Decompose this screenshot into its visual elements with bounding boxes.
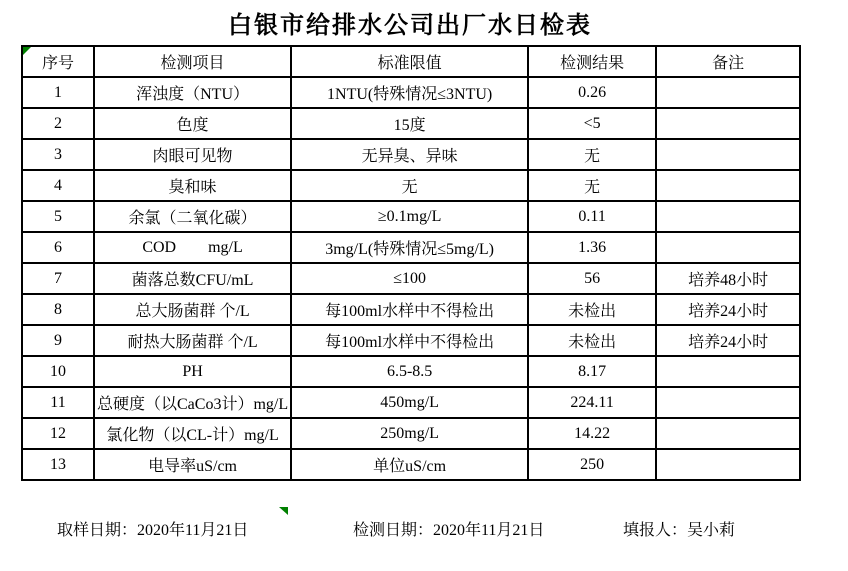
cell-result: <5 bbox=[528, 108, 656, 139]
header-remark: 备注 bbox=[656, 46, 800, 77]
test-date-label: 检测日期： bbox=[353, 522, 434, 539]
table-row bbox=[22, 449, 800, 480]
cell-item: 臭和味 bbox=[94, 170, 291, 201]
cell-standard: 6.5-8.5 bbox=[291, 356, 528, 387]
table-header-row bbox=[22, 46, 800, 77]
cell-item: 菌落总数CFU/mL bbox=[94, 263, 291, 294]
cell-index: 11 bbox=[22, 387, 94, 418]
cell-index: 7 bbox=[22, 263, 94, 294]
table-row bbox=[22, 77, 800, 108]
cell-remark: 培养48小时 bbox=[656, 263, 800, 294]
cell-standard: ≥0.1mg/L bbox=[291, 201, 528, 232]
reporter-name: 吴小莉 bbox=[687, 522, 736, 539]
cell-result: 1.36 bbox=[528, 232, 656, 263]
table-row bbox=[22, 325, 800, 356]
cell-item: 浑浊度（NTU） bbox=[94, 77, 291, 108]
cell-item: 总硬度（以CaCo3计）mg/L bbox=[94, 387, 291, 418]
cell-remark bbox=[656, 449, 800, 480]
cell-remark bbox=[656, 201, 800, 232]
table-body bbox=[22, 77, 800, 480]
sampling-date bbox=[57, 517, 248, 540]
cell-item: PH bbox=[94, 356, 291, 387]
cell-standard: 1NTU(特殊情况≤3NTU) bbox=[291, 77, 528, 108]
cell-result: 0.26 bbox=[528, 77, 656, 108]
cell-result: 14.22 bbox=[528, 418, 656, 449]
cell-remark: 培养24小时 bbox=[656, 294, 800, 325]
reporter-label: 填报人： bbox=[623, 522, 688, 539]
table-row bbox=[22, 418, 800, 449]
cell-standard: 15度 bbox=[291, 108, 528, 139]
cell-standard: 每100ml水样中不得检出 bbox=[291, 294, 528, 325]
cell-standard: ≤100 bbox=[291, 263, 528, 294]
cell-item: 肉眼可见物 bbox=[94, 139, 291, 170]
reporter bbox=[623, 517, 735, 540]
cell-index: 6 bbox=[22, 232, 94, 263]
cell-index: 5 bbox=[22, 201, 94, 232]
page-title: 白银市给排水公司出厂水日检表 bbox=[228, 12, 592, 39]
cell-index: 1 bbox=[22, 77, 94, 108]
sampling-date-label: 取样日期： bbox=[57, 522, 138, 539]
cell-remark bbox=[656, 418, 800, 449]
table-row bbox=[22, 294, 800, 325]
table-row bbox=[22, 263, 800, 294]
cell-standard: 无 bbox=[291, 170, 528, 201]
table-row bbox=[22, 356, 800, 387]
cell-result: 250 bbox=[528, 449, 656, 480]
sampling-date-value: 2020年11月21日 bbox=[137, 522, 249, 539]
test-date-value: 2020年11月21日 bbox=[433, 522, 545, 539]
cell-remark: 培养24小时 bbox=[656, 325, 800, 356]
cell-remark bbox=[656, 232, 800, 263]
cell-result: 8.17 bbox=[528, 356, 656, 387]
table-row bbox=[22, 139, 800, 170]
table-row bbox=[22, 108, 800, 139]
table-row bbox=[22, 232, 800, 263]
cell-standard: 250mg/L bbox=[291, 418, 528, 449]
cell-standard: 每100ml水样中不得检出 bbox=[291, 325, 528, 356]
cell-remark bbox=[656, 139, 800, 170]
cell-index: 3 bbox=[22, 139, 94, 170]
cell-item: 氯化物（以CL-计）mg/L bbox=[94, 418, 291, 449]
cell-index: 4 bbox=[22, 170, 94, 201]
inspection-table bbox=[21, 45, 801, 481]
cell-result: 未检出 bbox=[528, 294, 656, 325]
header-standard: 标准限值 bbox=[291, 46, 528, 77]
cell-remark bbox=[656, 108, 800, 139]
cell-result: 无 bbox=[528, 170, 656, 201]
cell-result: 0.11 bbox=[528, 201, 656, 232]
cell-index: 9 bbox=[22, 325, 94, 356]
table-row bbox=[22, 201, 800, 232]
cell-item: 耐热大肠菌群 个/L bbox=[94, 325, 291, 356]
header-item: 检测项目 bbox=[94, 46, 291, 77]
excel-error-marker-icon bbox=[279, 507, 288, 515]
table-row bbox=[22, 170, 800, 201]
cell-index: 10 bbox=[22, 356, 94, 387]
cell-standard: 450mg/L bbox=[291, 387, 528, 418]
cell-item: 色度 bbox=[94, 108, 291, 139]
cell-remark bbox=[656, 77, 800, 108]
cell-item: COD mg/L bbox=[94, 232, 291, 263]
cell-standard: 单位uS/cm bbox=[291, 449, 528, 480]
cell-item: 总大肠菌群 个/L bbox=[94, 294, 291, 325]
cell-remark bbox=[656, 356, 800, 387]
cell-result: 无 bbox=[528, 139, 656, 170]
cell-remark bbox=[656, 387, 800, 418]
cell-index: 13 bbox=[22, 449, 94, 480]
cell-index: 2 bbox=[22, 108, 94, 139]
header-result: 检测结果 bbox=[528, 46, 656, 77]
cell-result: 未检出 bbox=[528, 325, 656, 356]
test-date bbox=[353, 517, 544, 540]
cell-item: 余氯（二氧化碳） bbox=[94, 201, 291, 232]
cell-index: 12 bbox=[22, 418, 94, 449]
cell-standard: 无异臭、异味 bbox=[291, 139, 528, 170]
cell-item: 电导率uS/cm bbox=[94, 449, 291, 480]
cell-result: 56 bbox=[528, 263, 656, 294]
cell-standard: 3mg/L(特殊情况≤5mg/L) bbox=[291, 232, 528, 263]
cell-remark bbox=[656, 170, 800, 201]
table-row bbox=[22, 387, 800, 418]
cell-index: 8 bbox=[22, 294, 94, 325]
cell-result: 224.11 bbox=[528, 387, 656, 418]
header-index: 序号 bbox=[22, 46, 94, 77]
